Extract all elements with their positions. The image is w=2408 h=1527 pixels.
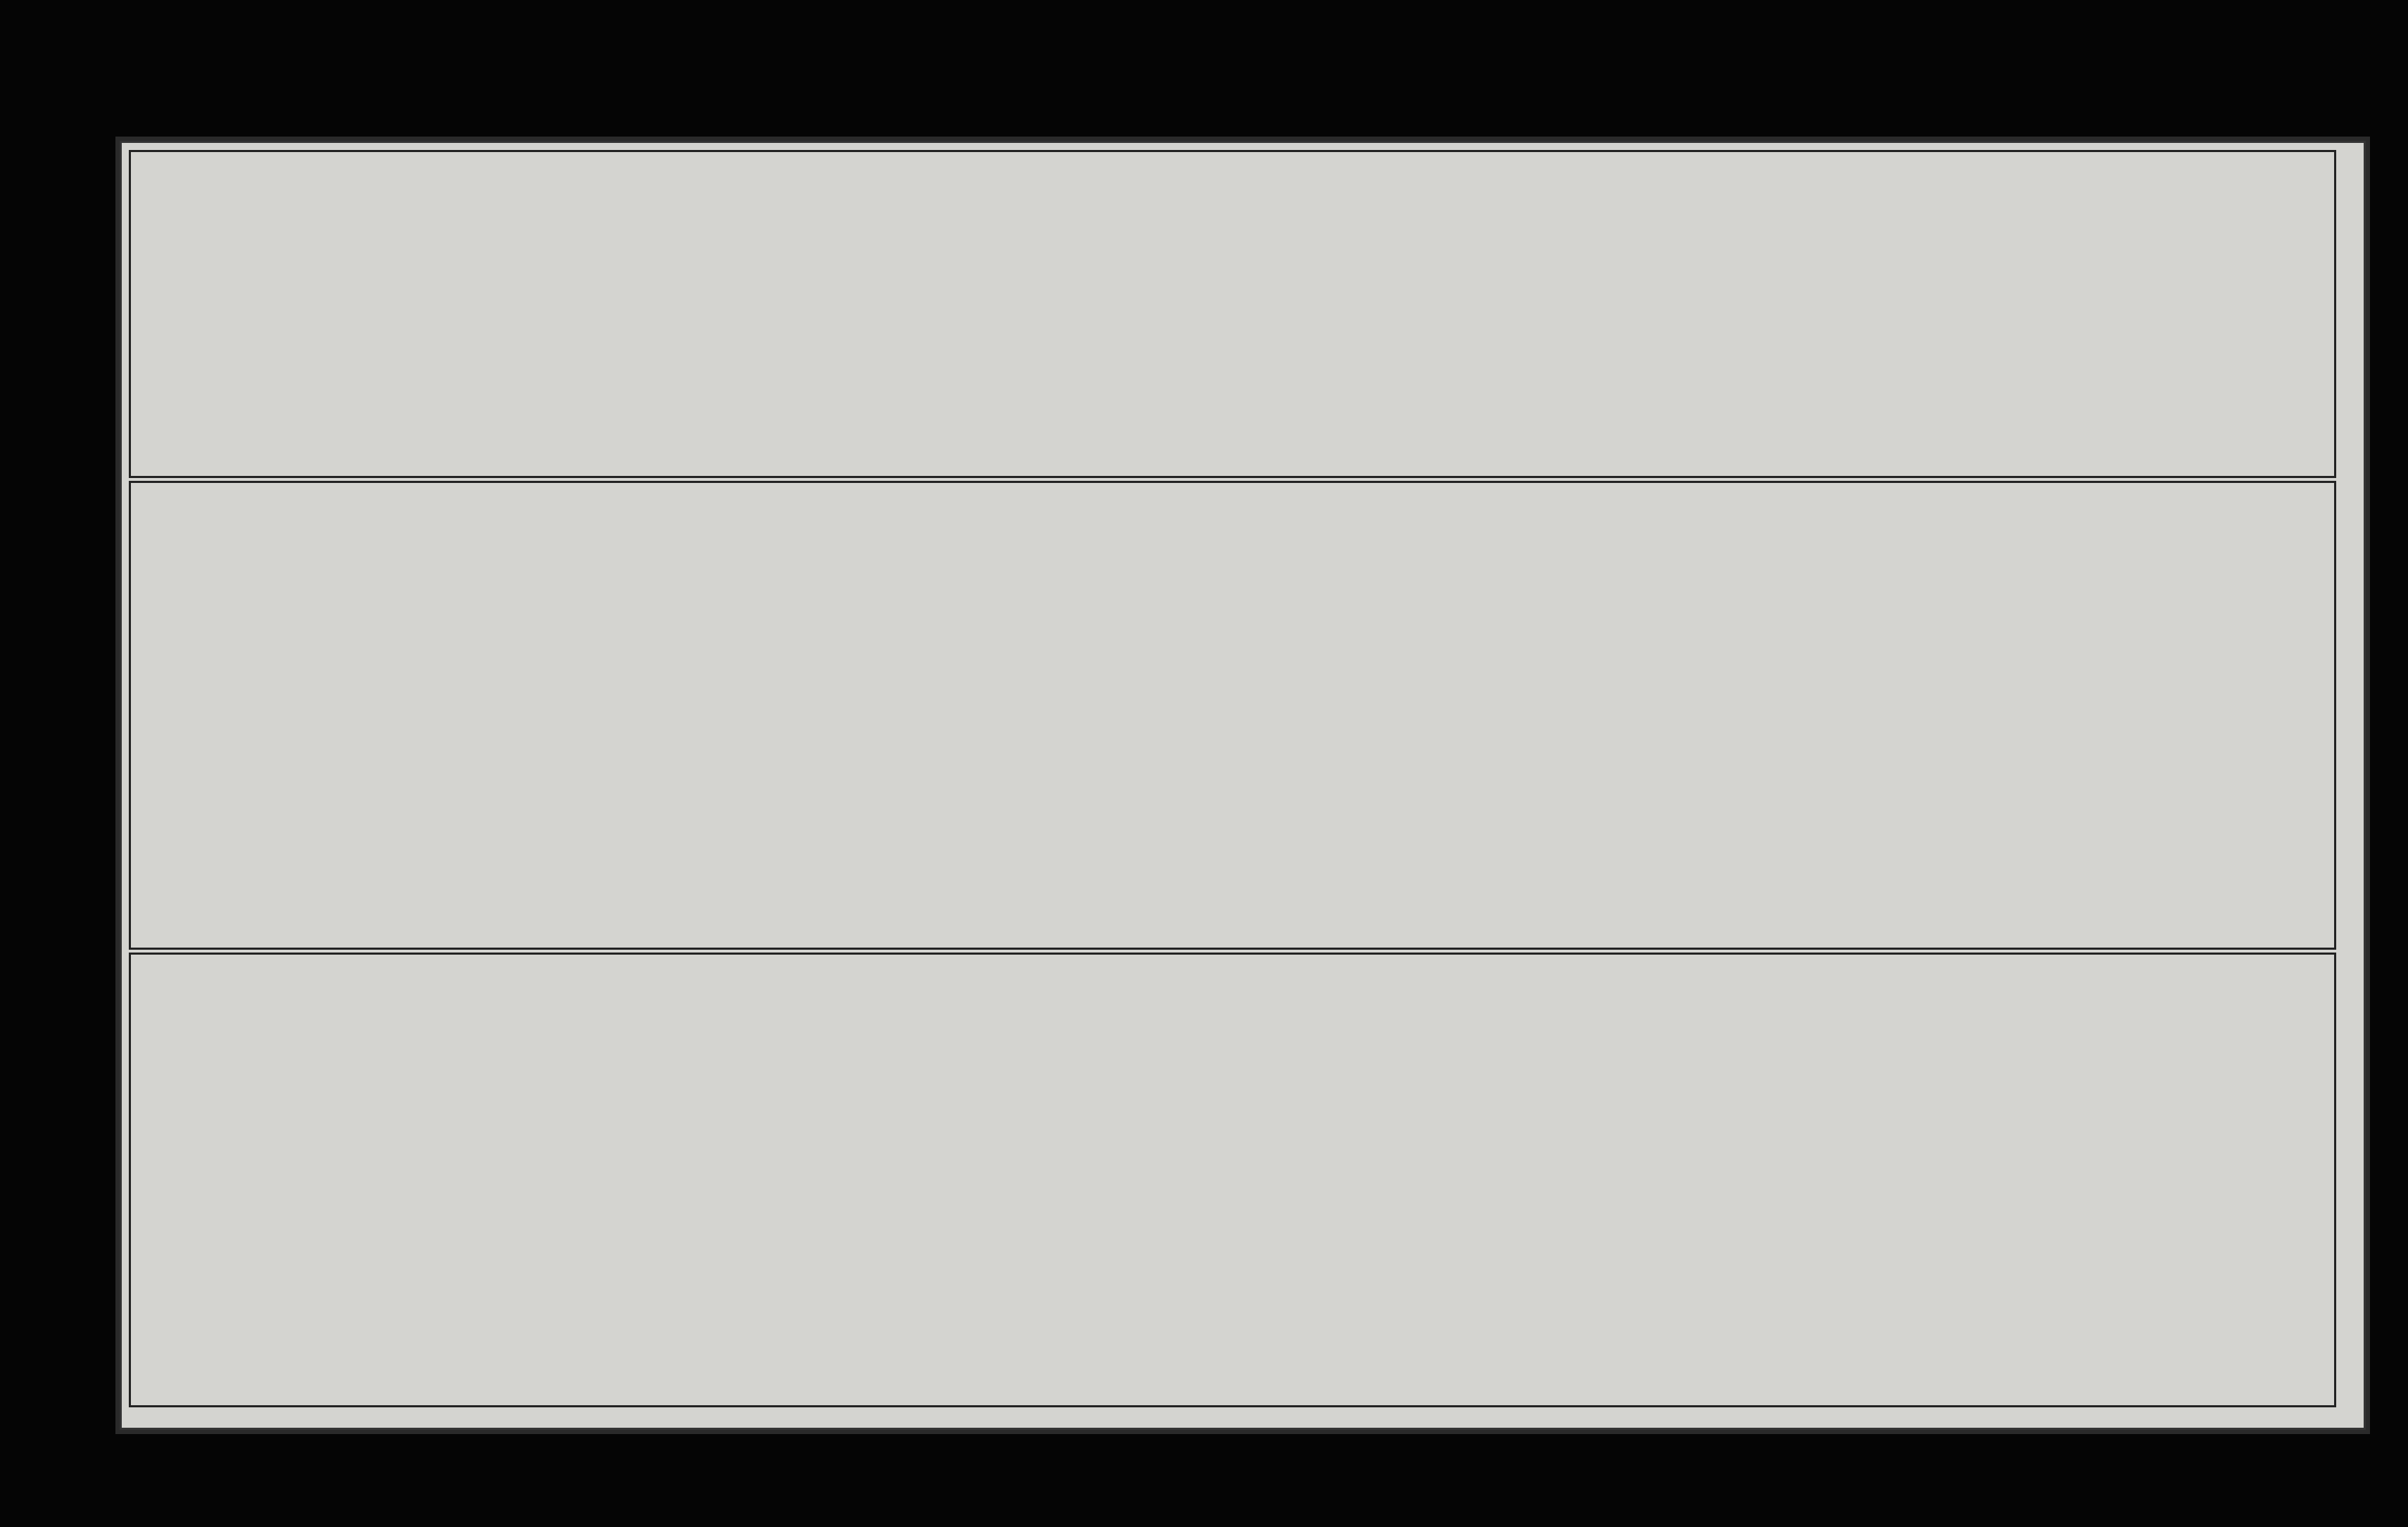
crops-section (129, 150, 2336, 478)
census-card (120, 141, 2366, 1430)
middle-section (129, 481, 2336, 950)
lease-section (129, 953, 2336, 1407)
